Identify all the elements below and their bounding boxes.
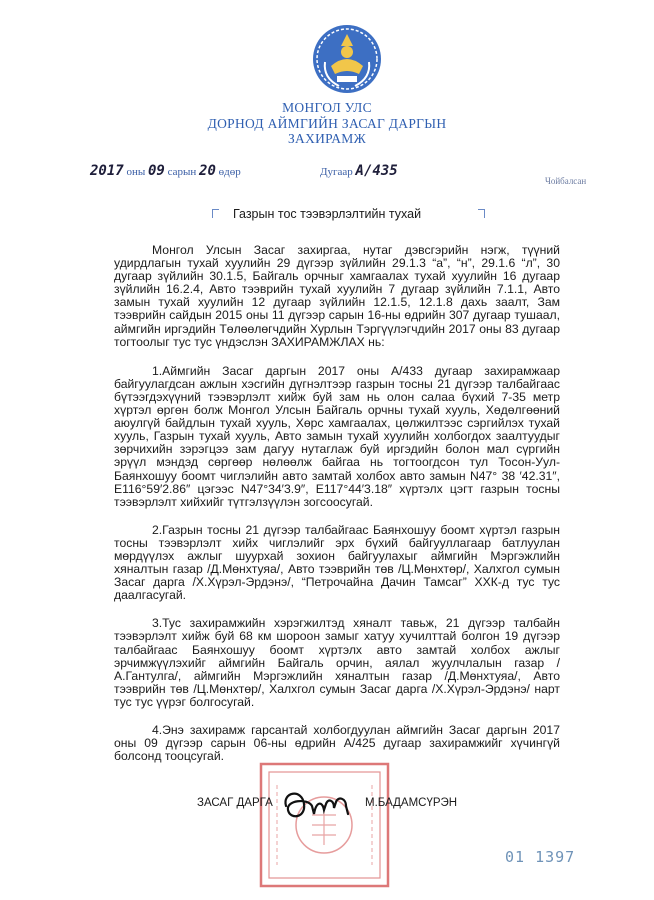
- decree-date: [90, 163, 241, 179]
- signatory-name: М.БАДАМСҮРЭН: [365, 797, 458, 809]
- decree-place: Чойбалсан: [545, 176, 587, 186]
- decree-number: [320, 163, 398, 179]
- document-type-heading: ЗАХИРАМЖ: [287, 131, 367, 146]
- official-stamp-icon: [257, 760, 392, 890]
- number-label: Дугаар: [320, 166, 353, 178]
- decree-body: [114, 244, 560, 778]
- date-month-suffix: сарын: [167, 166, 197, 178]
- governor-heading: ДОРНОД АЙМГИЙН ЗАСАГ ДАРГЫН: [207, 116, 447, 131]
- decree-subject: Газрын тос тээвэрлэлтийн тухай: [232, 207, 422, 221]
- date-day-suffix: өдөр: [218, 166, 241, 178]
- number-value: А/435: [355, 163, 398, 179]
- preamble-paragraph: Монгол Улсын Засаг захиргаа, нутаг дэвсгэрийн нэгж, түүний удирдлагын тухай хуулийн 29 дүгээр зүйлийн 29.1.3 “а”, “н”, 29.1.6 “л”, 30 дугаар зүйлийн 30.1.5, Байгаль орчныг хамгаалах тухай хуулийн 16 дугаар зүйлийн 16.2.4, Авто тээврийн тухай хуулийн 7 дугаар зүйлийн 7.1.1, Авто замын тухай хуулийн 12 дугаар зүйлийн 12.1.5, 12.1.8 дахь заалт, Зам тээврийн сайдын 2015 оны 11 дүгээр сарын 16-ны өдрийн 307 дугаар тушаал, аймгийн иргэдийн Төлөөлөгчдийн Хурлын Тэргүүлэгчдийн 2017 оны 83 дугаар тогтоолыг тус тус үндэслэн ЗАХИРАМЖЛАХ нь:: [114, 243, 560, 349]
- clause-1-paragraph: 1.Аймгийн Засаг даргын 2017 оны А/433 дугаар захирамжаар байгуулагдсан ажлын хэсгийн дүгнэлтээр газрын тосны 21 дүгээр талбайгаас бүтээгдэхүүний тээвэрлэлт хийж буй зам нь олон салаа бүхий 7-35 метр хүртэл өргөн болж Монгол Улсын Байгаль орчны тухай хууль, Хөдөлгөөний аюулгүй байдлын тухай хууль, Хөрс хамгаалах, цөлжилтээс сэргийлэх тухай хууль, Газрын тухай хууль, Авто замын тухай хуулийн холбогдох заалтуудыг зөрчихийн зэрэгцээ зам дагуу нутаглаж буй иргэдийн болон мал сүргийн эрүүл мэндэд сөргөөр нөлөөлж байгаа нь тогтоогдсон тул Тосон-Уул-Баянхошуу боомт чиглэлийн авто замтай холбох авто замын N47° 38 ′42.31″, E116°59′2.86″ цэгээс N47°34′3.9″, E117°44′3.18″ хүртэлх цэгт газрын тосны тээвэрлэлт хийхийг түтгэлзүүлэн зогсоосугай.: [114, 363, 560, 509]
- state-emblem-icon: [309, 22, 385, 96]
- clause-2-paragraph: 2.Газрын тосны 21 дүгээр талбайгаас Баянхошуу боомт хүртэл газрын тосны тээвэрлэлт хийх чиглэлийг эрх бүхий байгууллагаар батлуулан мөрдүүлэх ажлыг шуурхай зохион байгуулахыг аймгийн Мэргэжлийн хяналтын газар /Д.Мөнхтуяа/, Авто тээврийн төв /Ц.Мөнхтөр/, Халхгол сумын Засаг дарга /Х.Хүрэл-Эрдэнэ/, “Петрочайна Дачин Тамсаг” ХХК-д тус тус даалгасугай.: [114, 522, 560, 603]
- clause-3-paragraph: 3.Тус захирамжийн хэрэгжилтэд хяналт тавьж, 21 дүгээр талбайн тээвэрлэлт хийж буй 68 км шороон замыг хатуу хучилттай болгон 19 дүгээр талбайгаас Баянхошуу боомт хүртэлх авто замтай холбох ажлыг эрчимжүүлэхийг аймгийн Байгаль орчин, аялал жуулчлалын газар /А.Гантулга/, аймгийн Мэргэжлийн хяналтын газар /Д.Мөнхтуяа/, Авто тээврийн төв /Ц.Мөнхтөр/, Халхгол сумын Засаг дарга /Х.Хүрэл-Эрдэнэ/ нарт тус тус үүрэг болгосугай.: [114, 616, 560, 709]
- subject-bracket-right: [478, 209, 485, 218]
- date-year: 2017: [90, 163, 124, 179]
- date-month: 09: [148, 163, 165, 179]
- handwritten-signature-icon: [280, 784, 358, 824]
- registration-number: 01 1397: [505, 848, 576, 866]
- date-year-suffix: оны: [126, 166, 146, 178]
- date-day: 20: [199, 163, 216, 179]
- country-heading: МОНГОЛ УЛС: [282, 100, 372, 115]
- signatory-title: ЗАСАГ ДАРГА: [197, 797, 273, 809]
- clause-4-paragraph: 4.Энэ захирамж гарсантай холбогдуулан аймгийн Засаг даргын 2017 оны 09 дүгээр сарын 06-ны өдрийн А/425 дугаар захирамжийг хүчингүй болсонд тооцсугай.: [114, 723, 560, 764]
